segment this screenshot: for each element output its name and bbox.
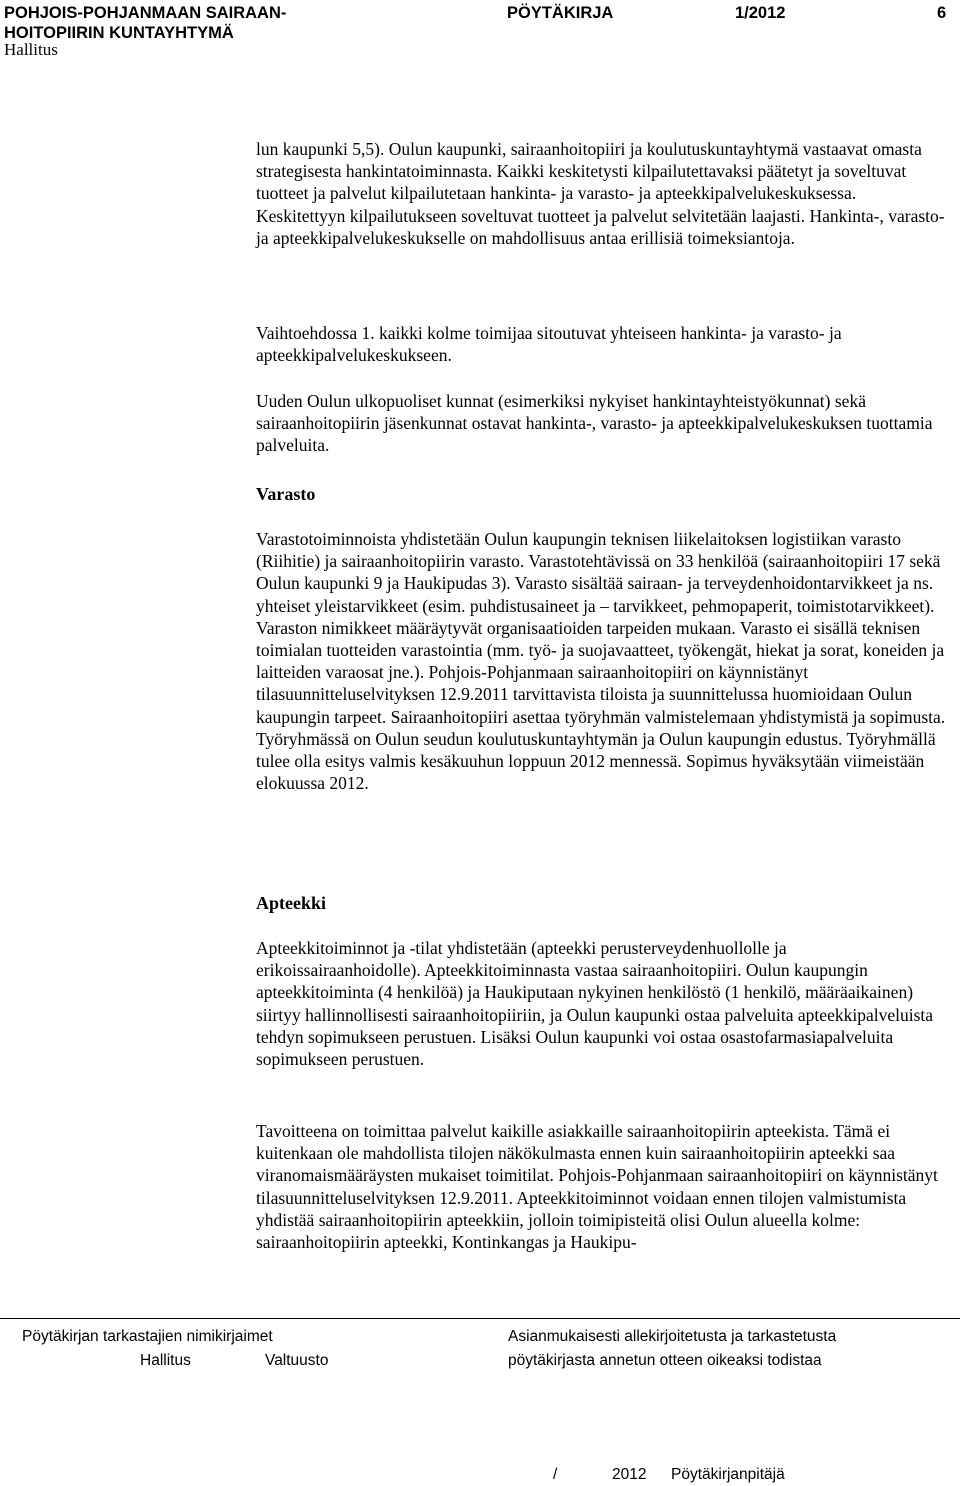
footer-divider <box>0 1318 960 1319</box>
paragraph-text: Uuden Oulun ulkopuoliset kunnat (esimerkiksi nykyiset hankintayhteistyökunnat) sekä sairaanhoitopiirin jäsenkunnat ostavat hankinta-, varasto- ja apteekkipalvelukeskuksen tuottamia palveluita. <box>256 391 933 456</box>
paragraph-text: Vaihtoehdossa 1. kaikki kolme toimijaa sitoutuvat yhteiseen hankinta- ja varasto- ja apteekkipalvelukeskukseen. <box>256 323 842 366</box>
paragraph-2 <box>256 322 946 366</box>
paragraph-6 <box>256 1120 946 1253</box>
org-name-line1: POHJOIS-POHJANMAAN SAIRAAN- <box>4 4 287 22</box>
body-name: Hallitus <box>4 40 58 59</box>
paragraph-5 <box>256 937 946 1070</box>
document-number: 1/2012 <box>735 4 786 22</box>
paragraph-text: Varastotoiminnoista yhdistetään Oulun kaupungin teknisen liikelaitoksen logistiikan varasto (Riihitie) ja sairaanhoitopiirin varasto. Varastotehtävissä on 33 henkilöä (sairaanhoitopiiri 17 sekä Oulun kaupunki 9 ja Haukipudas 3). Varasto sisältää sairaan- ja terveydenhoidontarvikkeet ja ns. yhteiset yleistarvikkeet (esim. puhdistusaineet ja – tarvikkeet, pehmopaperit, toimistotarvikkeet). Varaston nimikkeet määräytyvät organisaatioiden tarpeiden mukaan. Varasto ei sisällä teknisen toimialan tuotteiden varastointia (mm. työ- ja suojavaatteet, työkengät, hiekat ja sorat, koneiden ja laitteiden varaosat jne.). Pohjois-Pohjanmaan sairaanhoitopiiri on käynnistänyt tilasuunnitteluselvityksen 12.9.2011 tarvittavista tiloista ja suunnittelussa huomioidaan Oulun kaupungin tarpeet. Sairaanhoitopiiri asettaa työryhmän valmistelemaan yhdistymistä ja sopimusta. Työryhmässä on Oulun seudun koulutuskuntayhtymän ja Oulun kaupungin edustus. Työryhmällä tulee olla esitys valmis kesäkuuhun loppuun 2012 mennessä. Sopimus hyväksytään viimeistään elokuussa 2012. <box>256 529 946 794</box>
document-type: PÖYTÄKIRJA <box>507 4 614 22</box>
paragraph-text: Apteekkitoiminnot ja -tilat yhdistetään (apteekki perusterveydenhuollolle ja erikoissairaanhoidolle). Apteekkitoiminnasta vastaa sairaanhoitopiiri. Oulun kaupungin apteekkitoiminta (4 henkilöä) ja Haukiputaan nykyinen henkilöstö (1 henkilö, määräaikainen) siirtyy hallinnollisesti sairaanhoitopiiriin, ja Oulun kaupunki ostaa palveluita apteekkipalveluista tehdyn sopimukseen perustuen. Lisäksi Oulun kaupunki voi ostaa osastofarmasiapalveluita sopimukseen perustuen. <box>256 938 934 1070</box>
paragraph-3 <box>256 390 946 457</box>
section-heading-varasto <box>256 483 946 505</box>
section-heading-apteekki <box>256 892 946 914</box>
paragraph-text: Tavoitteena on toimittaa palvelut kaikille asiakkaille sairaanhoitopiirin apteekista. Tämä ei kuitenkaan ole mahdollista tilojen näkökulmasta ennen kuin sairaanhoitopiirin apteekki saa viranomaismääräysten mukaiset toimitilat. Pohjois-Pohjanmaan sairaanhoitopiiri on käynnistänyt tilasuunnitteluselvityksen 12.9.2011. Apteekkitoiminnot voidaan ennen tilojen valmistumista yhdistää sairaanhoitopiirin apteekkiin, jolloin toimipisteitä olisi Oulun alueella kolme: sairaanhoitopiirin apteekki, Kontinkangas ja Haukipu- <box>256 1121 938 1253</box>
page-header <box>0 0 960 44</box>
org-name-line2: HOITOPIIRIN KUNTAYHTYMÄ <box>4 24 234 42</box>
section-heading: Apteekki <box>256 893 327 913</box>
certify-line2: pöytäkirjasta annetun otteen oikeaksi todistaa <box>508 1352 822 1369</box>
signature-year: 2012 <box>612 1466 647 1483</box>
initials-valtuusto: Valtuusto <box>265 1352 329 1369</box>
initials-title: Pöytäkirjan tarkastajien nimikirjaimet <box>22 1328 273 1345</box>
initials-hallitus: Hallitus <box>140 1352 191 1369</box>
paragraph-1 <box>256 138 946 249</box>
page-number: 6 <box>937 4 947 22</box>
paragraph-text: lun kaupunki 5,5). Oulun kaupunki, sairaanhoitopiiri ja koulutuskuntayhtymä vastaavat omasta strategisesta hankintatoiminnasta. Kaikki keskitetysti kilpailutettavaksi päätetyt ja soveltuvat tuotteet ja palvelut kilpailutetaan hankinta- ja varasto- ja apteekkipalvelukeskuksessa. Keskitettyyn kilpailutukseen soveltuvat tuotteet ja palvelut selvitetään laajasti. Hankinta-, varasto- ja apteekkipalvelukeskukselle on mahdollisuus antaa erillisiä toimeksiantoja. <box>256 139 945 248</box>
signature-slash: / <box>553 1466 558 1483</box>
minutes-keeper: Pöytäkirjanpitäjä <box>671 1466 785 1483</box>
paragraph-4 <box>256 528 946 794</box>
section-heading: Varasto <box>256 484 316 504</box>
certify-line1: Asianmukaisesti allekirjoitetusta ja tarkastetusta <box>508 1328 837 1345</box>
